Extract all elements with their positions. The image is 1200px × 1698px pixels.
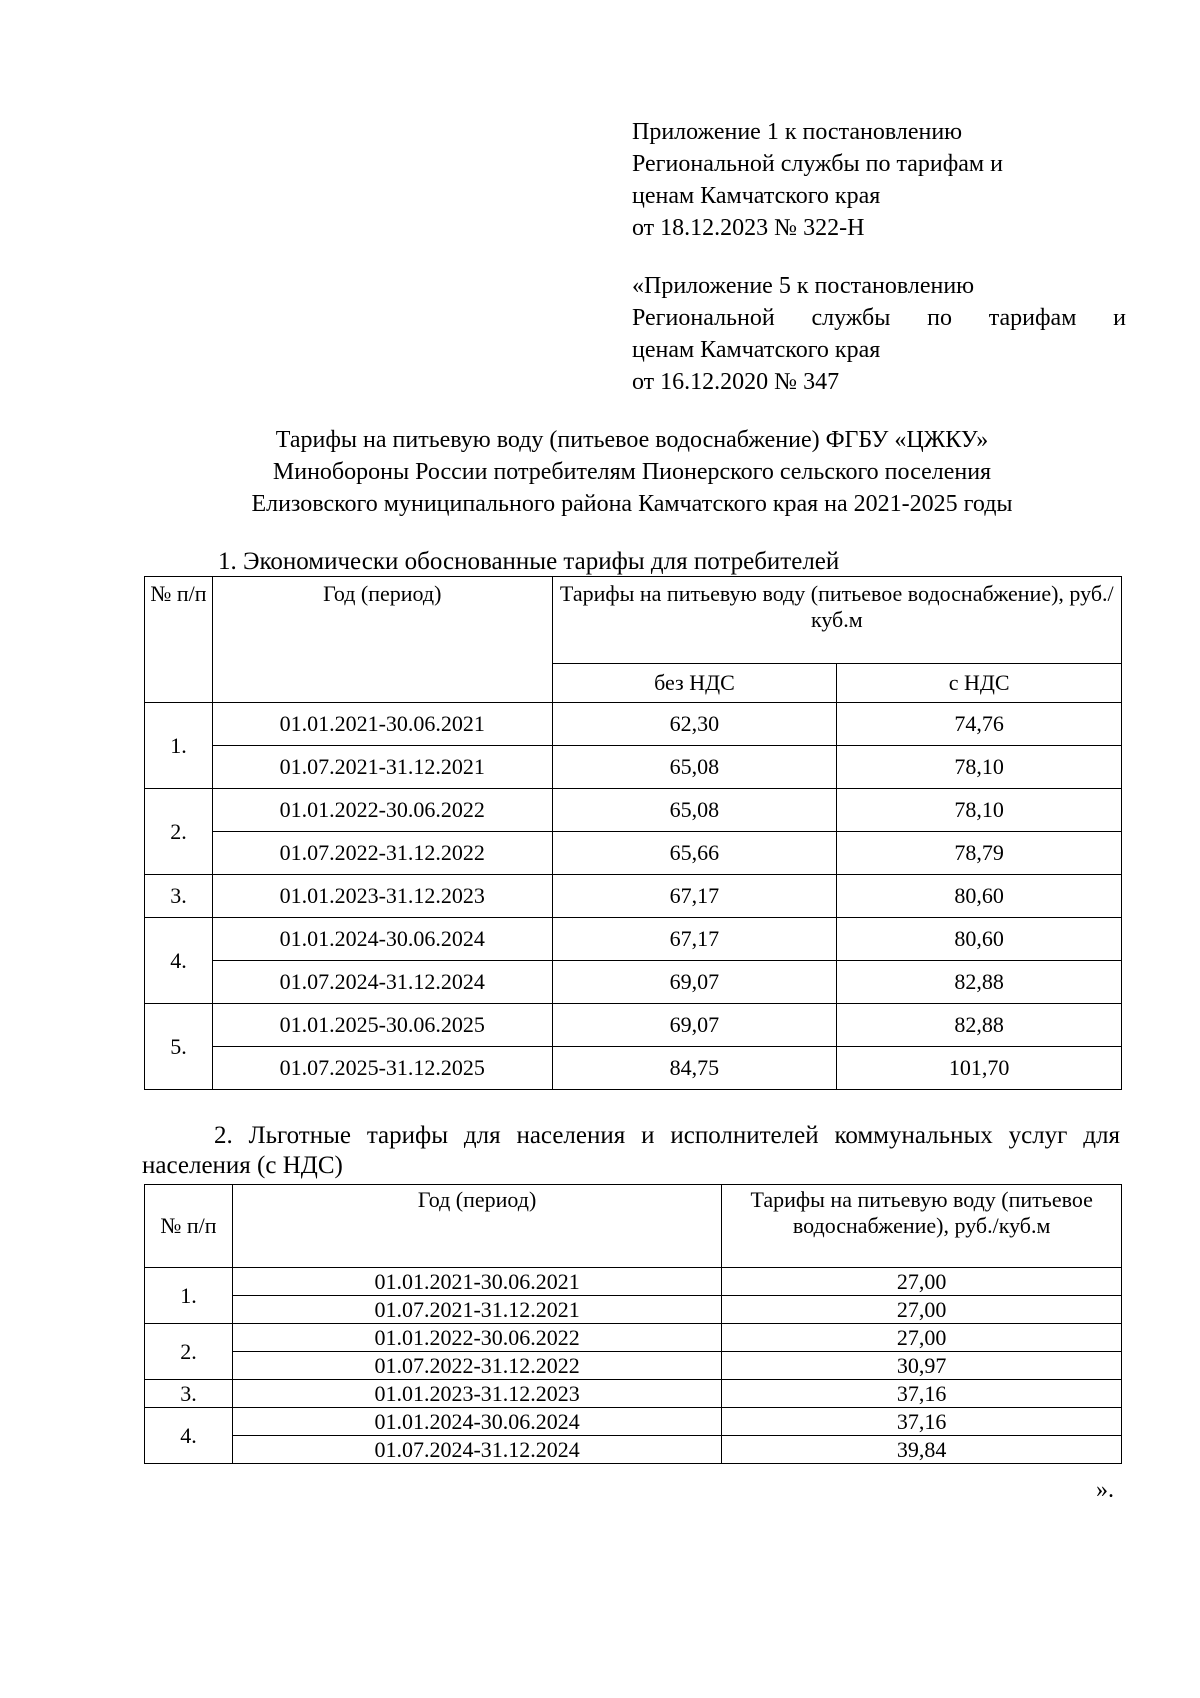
table-row (145, 1380, 1122, 1408)
period-cell: 01.01.2021-30.06.2021 (212, 703, 552, 746)
table-row (145, 832, 1122, 875)
row-number: 4. (145, 1408, 233, 1464)
period-cell: 01.07.2024-31.12.2024 (232, 1436, 721, 1464)
table-row (145, 1324, 1122, 1352)
tariff-value-cell: 37,16 (722, 1408, 1122, 1436)
tariff-with-vat-cell: 78,10 (837, 789, 1122, 832)
tariff-with-vat-cell: 78,10 (837, 746, 1122, 789)
period-cell: 01.01.2022-30.06.2022 (212, 789, 552, 832)
row-number: 3. (145, 875, 213, 918)
row-number: 5. (145, 1004, 213, 1090)
tariff-value-cell: 39,84 (722, 1436, 1122, 1464)
table-row (145, 1436, 1122, 1464)
tariff-with-vat-cell: 78,79 (837, 832, 1122, 875)
title-line: Елизовского муниципального района Камчатского края на 2021-2025 годы (251, 491, 1013, 517)
table-row (145, 961, 1122, 1004)
table-row (145, 1268, 1122, 1296)
header-tariff: Тарифы на питьевую воду (питьевое водоснабжение), руб./куб.м (552, 577, 1121, 664)
row-number: 2. (145, 789, 213, 875)
tariff-with-vat-cell: 80,60 (837, 875, 1122, 918)
tariff-no-vat-cell: 84,75 (552, 1047, 837, 1090)
attachment-5-line: ценам Камчатского края (632, 337, 881, 363)
period-cell: 01.01.2024-30.06.2024 (212, 918, 552, 961)
tariff-no-vat-cell: 67,17 (552, 875, 837, 918)
period-cell: 01.01.2022-30.06.2022 (232, 1324, 721, 1352)
tariff-value-cell: 27,00 (722, 1324, 1122, 1352)
economic-tariffs-table (144, 576, 1122, 1090)
tariff-no-vat-cell: 69,07 (552, 961, 837, 1004)
section-1-caption: 1. Экономически обоснованные тарифы для потребителей (218, 548, 840, 575)
attachment-1-line: Приложение 1 к постановлению (632, 119, 963, 145)
tariff-no-vat-cell: 67,17 (552, 918, 837, 961)
closing-quote: ». (1096, 1477, 1114, 1503)
row-number: 1. (145, 703, 213, 789)
period-cell: 01.01.2021-30.06.2021 (232, 1268, 721, 1296)
attachment-1-line: ценам Камчатского края (632, 183, 881, 209)
tariff-with-vat-cell: 80,60 (837, 918, 1122, 961)
period-cell: 01.01.2023-31.12.2023 (232, 1380, 721, 1408)
table-row (145, 703, 1122, 746)
attachment-5-line: Региональной службы по тарифам и (632, 305, 1126, 331)
attachment-1-header (632, 116, 1126, 244)
tariff-no-vat-cell: 62,30 (552, 703, 837, 746)
period-cell: 01.07.2022-31.12.2022 (232, 1352, 721, 1380)
tariff-with-vat-cell: 74,76 (837, 703, 1122, 746)
tariff-no-vat-cell: 69,07 (552, 1004, 837, 1047)
attachment-1-line: Региональной службы по тарифам и (632, 151, 1003, 177)
tariff-with-vat-cell: 82,88 (837, 961, 1122, 1004)
tariff-with-vat-cell: 82,88 (837, 1004, 1122, 1047)
attachment-5-line: «Приложение 5 к постановлению (632, 273, 975, 299)
table-row (145, 789, 1122, 832)
table-row (145, 875, 1122, 918)
table-row (145, 1004, 1122, 1047)
row-number: 4. (145, 918, 213, 1004)
row-number: 3. (145, 1380, 233, 1408)
period-cell: 01.07.2024-31.12.2024 (212, 961, 552, 1004)
table-row (145, 1047, 1122, 1090)
attachment-1-line: от 18.12.2023 № 322-Н (632, 215, 865, 241)
header-period: Год (период) (212, 577, 552, 703)
section-2-caption: 2. Льготные тарифы для населения и исполнителей коммунальных услуг для населения (с НДС) (142, 1122, 1120, 1179)
attachment-5-header (632, 270, 1126, 398)
header-tariff: Тарифы на питьевую воду (питьевое водоснабжение), руб./куб.м (722, 1185, 1122, 1268)
tariff-no-vat-cell: 65,66 (552, 832, 837, 875)
row-number: 1. (145, 1268, 233, 1324)
period-cell: 01.07.2025-31.12.2025 (212, 1047, 552, 1090)
table-row (145, 746, 1122, 789)
header-with-vat: с НДС (837, 664, 1122, 703)
table-row (145, 1408, 1122, 1436)
title-line: Минобороны России потребителям Пионерского сельского поселения (272, 459, 992, 485)
tariff-value-cell: 27,00 (722, 1296, 1122, 1324)
header-num: № п/п (145, 577, 213, 703)
table-row (145, 918, 1122, 961)
period-cell: 01.07.2021-31.12.2021 (232, 1296, 721, 1324)
attachment-5-line: от 16.12.2020 № 347 (632, 369, 840, 395)
period-cell: 01.07.2021-31.12.2021 (212, 746, 552, 789)
header-no-vat: без НДС (552, 664, 837, 703)
tariff-value-cell: 30,97 (722, 1352, 1122, 1380)
header-num: № п/п (145, 1185, 233, 1268)
tariff-no-vat-cell: 65,08 (552, 789, 837, 832)
title-line: Тарифы на питьевую воду (питьевое водоснабжение) ФГБУ «ЦЖКУ» (275, 427, 989, 453)
tariff-value-cell: 27,00 (722, 1268, 1122, 1296)
period-cell: 01.07.2022-31.12.2022 (212, 832, 552, 875)
table-row (145, 1352, 1122, 1380)
document-title (132, 424, 1132, 520)
period-cell: 01.01.2025-30.06.2025 (212, 1004, 552, 1047)
period-cell: 01.01.2023-31.12.2023 (212, 875, 552, 918)
tariff-no-vat-cell: 65,08 (552, 746, 837, 789)
tariff-with-vat-cell: 101,70 (837, 1047, 1122, 1090)
row-number: 2. (145, 1324, 233, 1380)
header-period: Год (период) (232, 1185, 721, 1268)
period-cell: 01.01.2024-30.06.2024 (232, 1408, 721, 1436)
tariff-value-cell: 37,16 (722, 1380, 1122, 1408)
preferential-tariffs-table (144, 1184, 1122, 1464)
table-row (145, 1296, 1122, 1324)
